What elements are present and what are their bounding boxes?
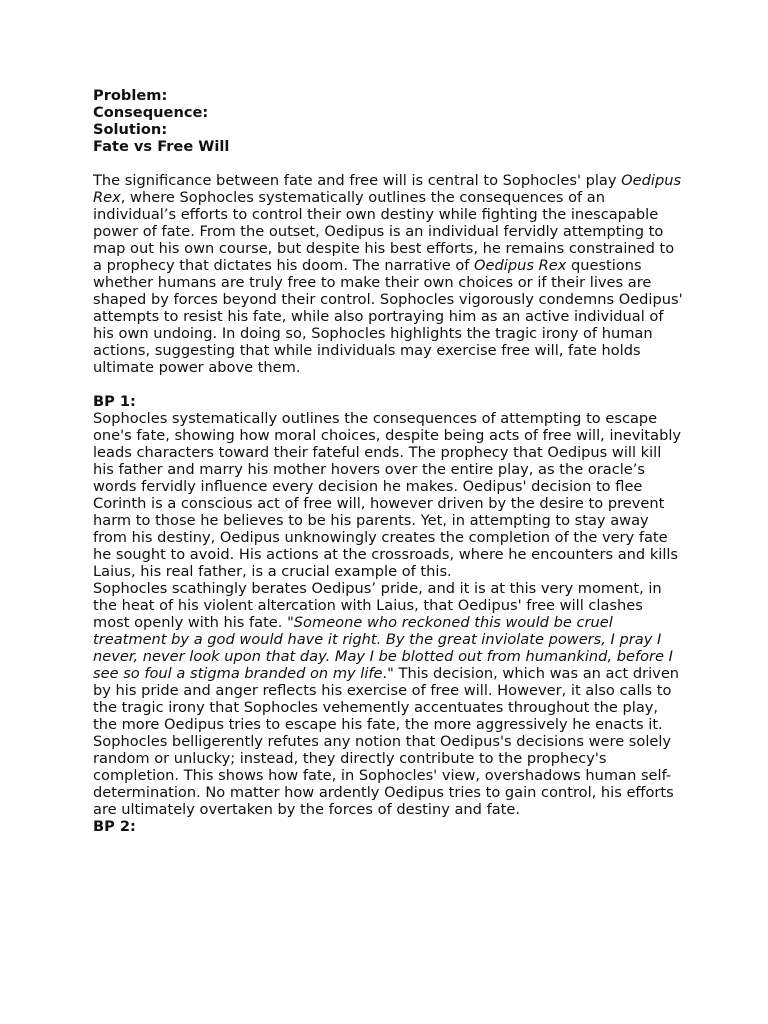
essay-title: Fate vs Free Will — [93, 138, 230, 155]
intro-play-title-2: Oedipus Rex — [474, 257, 567, 274]
intro-text-2: , where Sophocles systematically outlines the consequences of an individual’s efforts to control their own destiny while fighting the inescapable power of fate. From the outset, Oedipus is an individual fervidly attempting to map out his own course, but despite his best efforts, he remains constrained to a prophecy that dictates his doom. The narrative of — [93, 189, 675, 274]
consequence-heading: Consequence: — [93, 104, 209, 121]
intro-play-title-1: Oedipus Rex — [93, 172, 682, 206]
intro-text-1: The significance between fate and free will is central to Sophocles' play — [93, 172, 622, 189]
bp1-paragraph-2 — [93, 580, 683, 818]
bp1-text-start: Sophocles scathingly berates Oedipus’ pride, and it is at this very moment, in the heat of his violent altercation with Laius, that Oedipus' free will clashes most openly with his fate. " — [93, 580, 662, 631]
solution-heading: Solution: — [93, 121, 168, 138]
document-page — [93, 87, 683, 835]
problem-heading: Problem: — [93, 87, 168, 104]
intro-paragraph — [93, 172, 683, 376]
intro-text-3: questions whether humans are truly free to make their own choices or if their lives are shaped by forces beyond their control. Sophocles vigorously condemns Oedipus' attempts to resist his fate, while also portraying him as an active individual of his own undoing. In doing so, Sophocles highlights the tragic irony of human actions, suggesting that while individuals may exercise free will, fate holds ultimate power above them. — [93, 257, 683, 376]
spacer — [93, 155, 683, 172]
bp1-heading: BP 1: — [93, 393, 136, 410]
spacer — [93, 376, 683, 393]
bp1-text-end: ." This decision, which was an act driven by his pride and anger reflects his exercise of free will. However, it also calls to the tragic irony that Sophocles vehemently accentuates throughout the play, the more Oedipus tries to escape his fate, the more aggressively he enacts it. Sophocles belligerently refutes any notion that Oedipus's decisions were solely random or unlucky; instead, they directly contribute to the prophecy's completion. This shows how fate, in Sophocles' view, overshadows human self-determination. No matter how ardently Oedipus tries to gain control, his efforts are ultimately overtaken by the forces of destiny and fate. — [93, 665, 680, 818]
bp1-quote: Someone who reckoned this would be cruel treatment by a god would have it right. By the great inviolate powers, I pray I never, never look upon that day. May I be blotted out from humankind, before I see so foul a stigma branded on my life — [93, 614, 673, 682]
bp1-paragraph-1: Sophocles systematically outlines the consequences of attempting to escape one's fate, showing how moral choices, despite being acts of free will, inevitably leads characters toward their fateful ends. The prophecy that Oedipus will kill his father and marry his mother hovers over the entire play, as the oracle’s words fervidly influence every decision he makes. Oedipus' decision to flee Corinth is a conscious act of free will, however driven by the desire to prevent harm to those he believes to be his parents. Yet, in attempting to stay away from his destiny, Oedipus unknowingly creates the completion of the very fate he sought to avoid. His actions at the crossroads, where he encounters and kills Laius, his real father, is a crucial example of this. — [93, 410, 682, 580]
bp2-heading: BP 2: — [93, 818, 136, 835]
